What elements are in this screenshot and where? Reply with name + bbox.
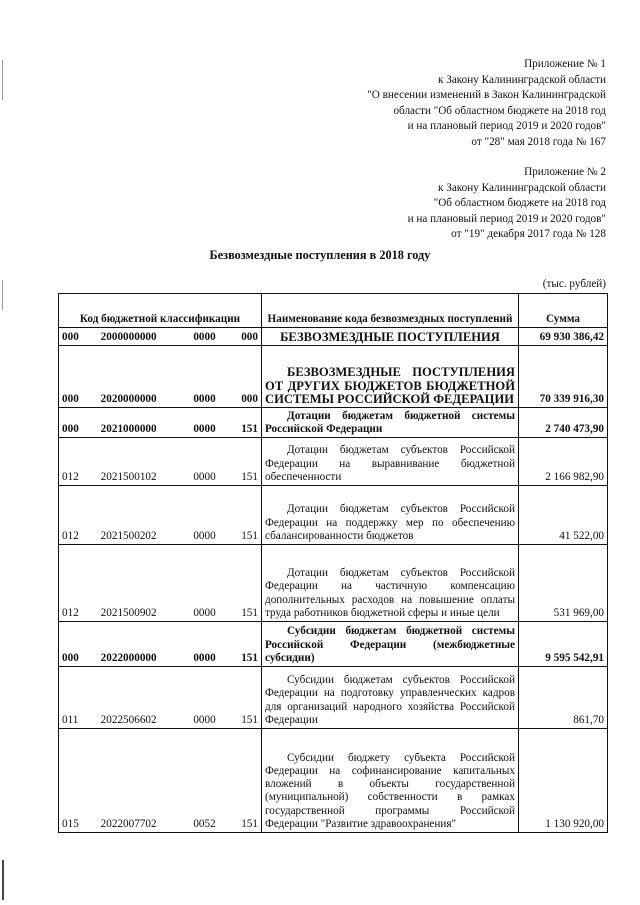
appendix-line: и на плановый период 2019 и 2020 годов" bbox=[407, 212, 606, 225]
row-amount: 861,70 bbox=[519, 667, 608, 729]
appendix-line: "Об областном бюджете на 2018 год bbox=[433, 197, 606, 210]
code-economic: 151 bbox=[241, 713, 258, 726]
row-name: Дотации бюджетам субъектов Российской Федерации на поддержку мер по обеспечению сбалансированности бюджетов bbox=[262, 486, 519, 545]
row-amount: 69 930 386,42 bbox=[519, 328, 608, 346]
code-program: 0000 bbox=[193, 713, 216, 726]
code-admin: 011 bbox=[62, 713, 79, 726]
code-program: 0000 bbox=[193, 606, 216, 619]
appendix-line: области "Об областном бюджете на 2018 год bbox=[393, 104, 606, 117]
row-name: Дотации бюджетам субъектов Российской Федерации на выравнивание бюджетной обеспеченности bbox=[262, 438, 519, 486]
appendix-line: и на плановый период 2019 и 2020 годов" bbox=[407, 120, 606, 133]
scan-margin-mark bbox=[2, 60, 3, 100]
code-type: 2021500102 bbox=[100, 470, 157, 483]
code-type: 2021500202 bbox=[100, 529, 157, 542]
appendix-line: к Закону Калининградской области bbox=[438, 181, 606, 194]
row-amount: 9 595 542,91 bbox=[519, 622, 608, 667]
code-admin: 000 bbox=[62, 651, 79, 664]
code-admin: 000 bbox=[62, 422, 79, 435]
row-amount: 2 740 473,90 bbox=[519, 408, 608, 438]
row-name: БЕЗВОЗМЕЗДНЫЕ ПОСТУПЛЕНИЯ ОТ ДРУГИХ БЮДЖЕТОВ БЮДЖЕТНОЙ СИСТЕМЫ РОССИЙСКОЙ ФЕДЕРАЦИИ bbox=[262, 346, 519, 408]
appendix-line: Приложение № 2 bbox=[524, 166, 606, 178]
table-row bbox=[59, 545, 608, 622]
row-name: Субсидии бюджету субъекта Российской Федерации на софинансирование капитальных вложений в объекты государственной (муниципальной) собственности в рамках государственной программы Российской Федерации "Развитие здравоохранения" bbox=[262, 729, 519, 833]
appendix-line: от "28" мая 2018 года № 167 bbox=[471, 135, 606, 148]
code-type: 2021000000 bbox=[100, 422, 157, 435]
appendix-line: от "19" декабря 2017 года № 128 bbox=[451, 228, 606, 241]
appendix-line: Приложение № 1 bbox=[524, 58, 606, 70]
row-amount: 2 166 982,90 bbox=[519, 438, 608, 486]
header-name: Наименование кода безвозмездных поступлений bbox=[262, 294, 519, 328]
scan-margin-mark bbox=[2, 280, 3, 310]
code-admin: 000 bbox=[62, 330, 79, 343]
header-code: Код бюджетной классификации bbox=[59, 294, 262, 328]
row-amount: 70 339 916,30 bbox=[519, 346, 608, 408]
header-amount: Сумма bbox=[519, 294, 608, 328]
row-amount: 1 130 920,00 bbox=[519, 729, 608, 833]
scan-margin-mark bbox=[2, 860, 4, 900]
row-name: Дотации бюджетам бюджетной системы Российской Федерации bbox=[262, 408, 519, 438]
code-admin: 012 bbox=[62, 470, 79, 483]
code-program: 0000 bbox=[193, 392, 216, 405]
table-row bbox=[59, 438, 608, 486]
code-economic: 151 bbox=[241, 529, 258, 542]
row-amount: 41 522,00 bbox=[519, 486, 608, 545]
table-row bbox=[59, 408, 608, 438]
code-admin: 015 bbox=[62, 817, 79, 830]
revenue-table bbox=[58, 293, 608, 833]
code-economic: 151 bbox=[241, 651, 258, 664]
appendix-line: "О внесении изменений в Закон Калининградской bbox=[367, 89, 606, 102]
code-type: 2022007702 bbox=[100, 817, 157, 830]
row-name: БЕЗВОЗМЕЗДНЫЕ ПОСТУПЛЕНИЯ bbox=[262, 328, 519, 346]
table-row bbox=[59, 729, 608, 833]
code-admin: 012 bbox=[62, 606, 79, 619]
code-admin: 012 bbox=[62, 529, 79, 542]
code-admin: 000 bbox=[62, 392, 79, 405]
code-economic: 000 bbox=[241, 392, 258, 405]
appendix-1-header bbox=[367, 57, 606, 151]
code-type: 2021500902 bbox=[100, 606, 157, 619]
table-row bbox=[59, 486, 608, 545]
code-program: 0000 bbox=[193, 470, 216, 483]
row-name: Дотации бюджетам субъектов Российской Федерации на частичную компенсацию дополнительных расходов на повышение оплаты труда работников бюджетной сферы и иные цели bbox=[262, 545, 519, 622]
code-economic: 151 bbox=[241, 817, 258, 830]
code-economic: 151 bbox=[241, 606, 258, 619]
code-type: 2000000000 bbox=[100, 330, 157, 343]
code-type: 2020000000 bbox=[100, 392, 157, 405]
row-name: Субсидии бюджетам бюджетной системы Российской Федерации (межбюджетные субсидии) bbox=[262, 622, 519, 667]
code-program: 0000 bbox=[193, 529, 216, 542]
code-program: 0000 bbox=[193, 651, 216, 664]
code-program: 0000 bbox=[193, 422, 216, 435]
code-type: 2022000000 bbox=[100, 651, 157, 664]
row-amount: 531 969,00 bbox=[519, 545, 608, 622]
table-row bbox=[59, 328, 608, 346]
code-program: 0052 bbox=[193, 817, 216, 830]
table-row bbox=[59, 622, 608, 667]
units-label: (тыс. рублей) bbox=[542, 278, 606, 290]
code-type: 2022506602 bbox=[100, 713, 157, 726]
table-row bbox=[59, 346, 608, 408]
row-name: Субсидии бюджетам субъектов Российской Федерации на подготовку управленческих кадров для организаций народного хозяйства Российской Федерации bbox=[262, 667, 519, 729]
code-program: 0000 bbox=[193, 330, 216, 343]
table-header-row bbox=[59, 294, 608, 328]
code-economic: 000 bbox=[241, 330, 258, 343]
document-title: Безвозмездные поступления в 2018 году bbox=[209, 248, 431, 262]
code-economic: 151 bbox=[241, 422, 258, 435]
table-row bbox=[59, 667, 608, 729]
code-economic: 151 bbox=[241, 470, 258, 483]
appendix-2-header bbox=[408, 165, 606, 243]
appendix-line: к Закону Калининградской области bbox=[438, 73, 606, 86]
